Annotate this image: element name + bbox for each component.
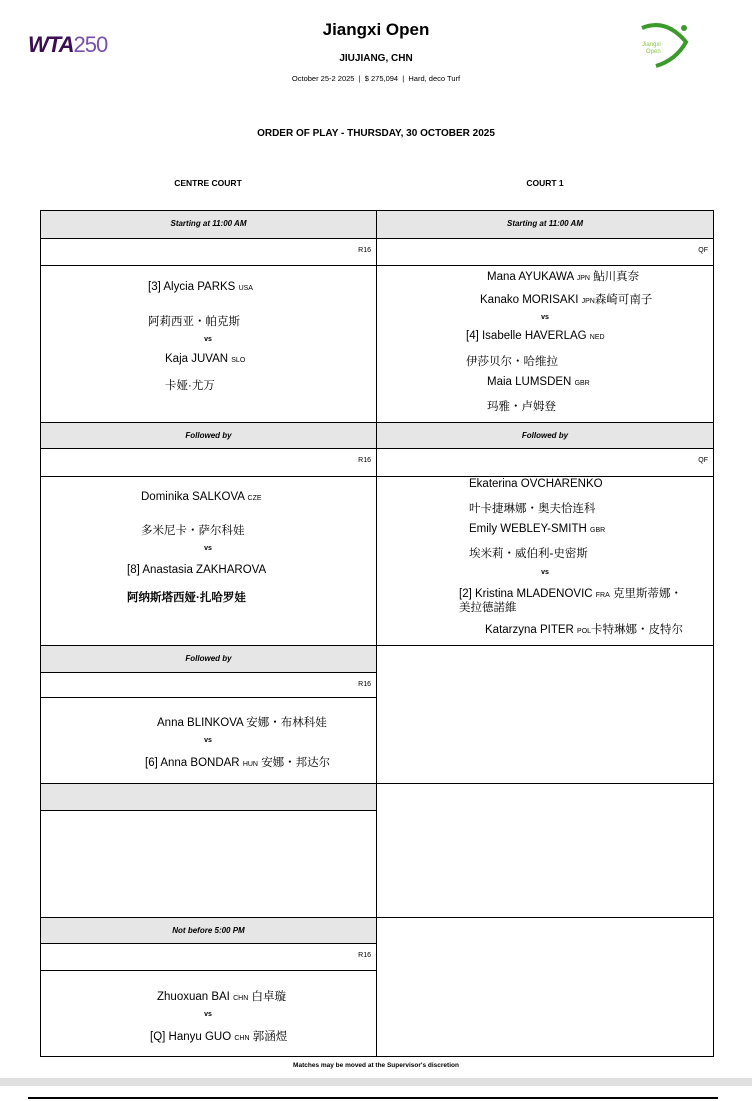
player: [4] Isabelle HAVERLAG NED bbox=[466, 330, 605, 342]
vs-label: vs bbox=[204, 1011, 212, 1018]
start-time-row: Starting at 11:00 AM bbox=[376, 210, 714, 239]
empty-cell bbox=[376, 645, 714, 784]
player: Kanako MORISAKI JPN森崎可南子 bbox=[480, 294, 653, 306]
player: Maia LUMSDEN GBR bbox=[487, 376, 590, 388]
svg-text:Open: Open bbox=[646, 49, 661, 55]
player-chinese-name: 阿莉西亚・帕克斯 bbox=[148, 316, 240, 328]
player-chinese-name: 阿纳斯塔西娅·扎哈罗娃 bbox=[127, 592, 246, 604]
vs-label: vs bbox=[541, 314, 549, 321]
bottom-rule bbox=[28, 1097, 718, 1099]
followed-by-row: Followed by bbox=[40, 422, 377, 449]
player-chinese-name: 卡娅·尤万 bbox=[165, 380, 215, 392]
round-label: QF bbox=[376, 448, 714, 477]
player: Ekaterina OVCHARENKO bbox=[469, 478, 603, 490]
logo-wta: WTA bbox=[28, 32, 74, 57]
player-chinese-name: 多米尼卡・萨尔科娃 bbox=[141, 525, 245, 537]
player-chinese-name: 叶卡捷琳娜・奥夫恰连科 bbox=[469, 503, 596, 515]
player: Mana AYUKAWA JPN 鮎川真奈 bbox=[487, 271, 640, 283]
empty-cell bbox=[376, 783, 714, 918]
footer-note: Matches may be moved at the Supervisor's discretion bbox=[293, 1062, 459, 1069]
round-label: QF bbox=[376, 238, 714, 266]
player: Anna BLINKOVA 安娜・布林科娃 bbox=[157, 717, 327, 729]
player: Zhuoxuan BAI CHN 白卓璇 bbox=[157, 991, 286, 1003]
round-label: R16 bbox=[40, 238, 377, 266]
vs-label: vs bbox=[204, 336, 212, 343]
svg-text:Jiangxi: Jiangxi bbox=[642, 42, 661, 48]
round-label: R16 bbox=[40, 943, 377, 971]
not-before-row: Not before 5:00 PM bbox=[40, 917, 377, 944]
vs-label: vs bbox=[204, 545, 212, 552]
round-label: R16 bbox=[40, 448, 377, 477]
tournament-info: October 25-2 2025 | $ 275,094 | Hard, deco Turf bbox=[291, 74, 461, 83]
logo-250: 250 bbox=[73, 32, 108, 57]
page-separator bbox=[0, 1078, 752, 1086]
followed-by-row: Followed by bbox=[376, 422, 714, 449]
player: [Q] Hanyu GUO CHN 郭涵煜 bbox=[150, 1031, 288, 1043]
event-logo bbox=[636, 20, 694, 68]
court-1-label: COURT 1 bbox=[526, 178, 564, 188]
event-logo-icon bbox=[636, 20, 694, 68]
player-chinese-name: 伊莎贝尔・哈维拉 bbox=[466, 356, 558, 368]
order-title: ORDER OF PLAY - THURSDAY, 30 OCTOBER 2025 bbox=[257, 128, 495, 139]
vs-label: vs bbox=[204, 737, 212, 744]
player-chinese-name: 埃米莉・威伯利-史密斯 bbox=[469, 548, 588, 560]
player: Katarzyna PITER POL卡特琳娜・皮特尔 bbox=[485, 624, 684, 636]
player: [6] Anna BONDAR HUN 安娜・邦达尔 bbox=[145, 757, 331, 769]
player-chinese-name-cont: 美拉德諾維 bbox=[459, 602, 517, 614]
tournament-title: Jiangxi Open bbox=[322, 20, 430, 39]
empty-header-row bbox=[40, 783, 377, 811]
player-chinese-name: 玛雅・卢姆登 bbox=[487, 401, 556, 413]
player: [3] Alycia PARKS USA bbox=[148, 281, 253, 293]
player: Emily WEBLEY-SMITH GBR bbox=[469, 523, 606, 535]
vs-label: vs bbox=[541, 569, 549, 576]
followed-by-row: Followed by bbox=[40, 645, 377, 673]
empty-cell bbox=[40, 810, 377, 918]
player: [8] Anastasia ZAKHAROVA bbox=[127, 564, 267, 576]
court-centre-label: CENTRE COURT bbox=[174, 178, 242, 188]
location: JIUJIANG, CHN bbox=[339, 53, 413, 64]
empty-cell bbox=[376, 917, 714, 1057]
player: [2] Kristina MLADENOVIC FRA 克里斯蒂娜・ bbox=[459, 588, 682, 600]
wta-250-logo bbox=[28, 32, 107, 58]
start-time-row: Starting at 11:00 AM bbox=[40, 210, 377, 239]
player: Kaja JUVAN SLO bbox=[165, 353, 246, 365]
round-label: R16 bbox=[40, 672, 377, 698]
player: Dominika SALKOVA CZE bbox=[141, 491, 262, 503]
